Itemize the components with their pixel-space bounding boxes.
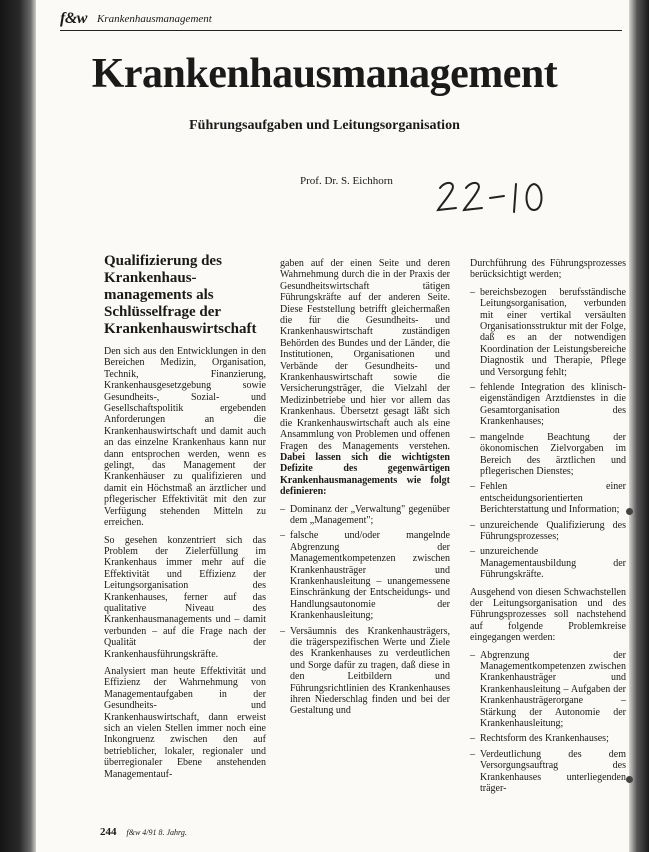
binder-hole-icon xyxy=(626,508,633,515)
binder-hole-icon xyxy=(626,776,633,783)
text-column-1 xyxy=(104,253,266,786)
paragraph: So gesehen konzentriert sich das Problem der Zielerfüllung im Krankenhaus immer mehr auf die Effektivität und Effizienz der Leitungsorganisation des Krankenhauses, ferner auf das qualitative Niveau des Krankenhausmanagements und – damit verbunden – auf die Frage nach der Qualität der Krankenhausführungskräfte. xyxy=(104,534,266,660)
text-column-2 xyxy=(280,258,450,723)
list-item: – unzureichende Qualifizierung des Führungsprozesses; xyxy=(470,520,626,543)
list-item: – Verdeutlichung des dem Versorgungsauftrag des Krankenhauses unterliegenden träger- xyxy=(470,749,626,795)
article-subtitle: Führungsaufgaben und Leitungsorganisation xyxy=(189,118,460,133)
page-number: 244 xyxy=(100,826,117,838)
list-item: – unzureichende Managementausbildung der Führungskräfte. xyxy=(470,546,626,580)
handwritten-note xyxy=(432,176,552,218)
page-footer xyxy=(100,826,187,838)
list-item: – mangelnde Beachtung der ökonomischen Zielvorgaben im Bereich des ärztlichen und pflegerischen Dienstes; xyxy=(470,432,626,478)
deficit-list xyxy=(280,504,450,717)
deficit-list-continued xyxy=(470,287,626,581)
paragraph: Analysiert man heute Effektivität und Effizienz der Wahrnehmung von Managementaufgaben in der Gesundheits- und Krankenhauswirtschaft, dann erweist sich an vielen Stellen immer noch eine Inkongruenz zwischen den auf betrieblicher, lokaler, regionaler und überregionaler Ebene anstehenden Managementauf- xyxy=(104,665,266,780)
paragraph-text: gaben auf der einen Seite und deren Wahrnehmung durch die in der Praxis der Gesundheitswirtschaft tätigen Führungskräfte auf der anderen Seite. Diese Feststellung betrifft gleichermaßen die für die Gesundheits- und Krankenhauswirtschaft zuständigen Behörden des Bundes und der Länder, die Institutionen, Organisationen und Verbände der Gesundheits- und Krankenhauswirtschaft sowie die Versicherungsträger, die Vielzahl der Medizinbetriebe und hier vor allem das Krankenhaus. Übersetzt gesagt läßt sich die Krankenhauswirtschaft auch als eine Ansammlung von Problemen und offenen Fragen des Managements verstehen. xyxy=(280,258,450,452)
author: Prof. Dr. S. Eichhorn xyxy=(300,175,393,187)
paragraph: Ausgehend von diesen Schwachstellen der Leitungsorganisation und des Führungsprozesses soll nachstehend auf folgende Problemkreise eingegangen werden: xyxy=(470,586,626,644)
paragraph xyxy=(280,258,450,498)
list-item: – Abgrenzung der Managementkompetenzen zwischen Krankenhausträger und Krankenhausleitung – Aufgaben der Krankenhausträgerorgane – Stärkung der Autonomie der Krankenhausleitung; xyxy=(470,650,626,730)
list-item: – Fehlen einer entscheidungsorientierten Berichterstattung und Information; xyxy=(470,481,626,515)
journal-logo: f&w xyxy=(60,10,87,27)
section-label: Krankenhausmanagement xyxy=(96,13,212,25)
text-column-3 xyxy=(470,258,626,800)
running-header xyxy=(60,8,622,31)
paragraph: Den sich aus den Entwicklungen in den Bereichen Medizin, Organisation, Technik, Finanzierung, Krankenhausgesetzgebung sowie Gesundheits-, Sozial- und Gesellschaftspolitik ergebenden Anforderungen an die Krankenhauswirtschaft und damit auch an das einzelne Krankenhaus kann nur dann entsprochen werden, wenn es gelingt, das Management der Krankenhäuser zu qualifizieren und damit ein Höchstmaß an ärztlicher und pflegerischer Effektivität mit den zur Verfügung stehenden Mitteln zu erreichen. xyxy=(104,346,266,529)
list-item: – fehlende Integration des klinisch-eigenständigen Arztdienstes in die Gesamtorganisation des Krankenhauses; xyxy=(470,382,626,428)
list-item: – Dominanz der „Verwaltung" gegenüber dem „Management"; xyxy=(280,504,450,527)
article-title: Krankenhausmanagement xyxy=(91,51,558,97)
emphasis-text: Dabei lassen sich die wichtigsten Defizite des gegenwärtigen Krankenhausmanagements wie folgt definieren: xyxy=(280,451,450,498)
journal-reference: f&w 4/91 8. Jahrg. xyxy=(126,828,187,837)
problem-list xyxy=(470,650,626,795)
list-item: – Rechtsform des Krankenhauses; xyxy=(470,733,626,744)
list-item: – falsche und/oder mangelnde Abgrenzung der Managementkompetenzen zwischen Krankenhausträger und Krankenhausleitung – unangemessene Einschränkung der Entscheidungs- und Handlungsautonomie der Krankenhausleitung; xyxy=(280,530,450,621)
section-heading: Qualifizierung des Krankenhaus-managements als Schlüsselfrage der Krankenhauswirtschaft xyxy=(104,253,257,337)
paragraph: Durchführung des Führungsprozesses berücksichtigt werden; xyxy=(470,258,626,281)
list-item: – Versäumnis des Krankenhausträgers, die trägerspezifischen Werte und Ziele des Krankenhauses zu verdeutlichen und Sorge dafür zu tragen, daß diese in den Leitbildern und Führungsrichtlinien des Krankenhauses ihren Niederschlag finden und bei der Gestaltung und xyxy=(280,626,450,717)
list-item: – bereichsbezogen berufsständische Leitungsorganisation, verbunden mit einer vertikal versäulten Organisationsstruktur mit der Folge, daß es an der notwendigen Koordination der Leistungsbereiche Diagnostik und Therapie, Pflege und Versorgung fehlt; xyxy=(470,287,626,378)
